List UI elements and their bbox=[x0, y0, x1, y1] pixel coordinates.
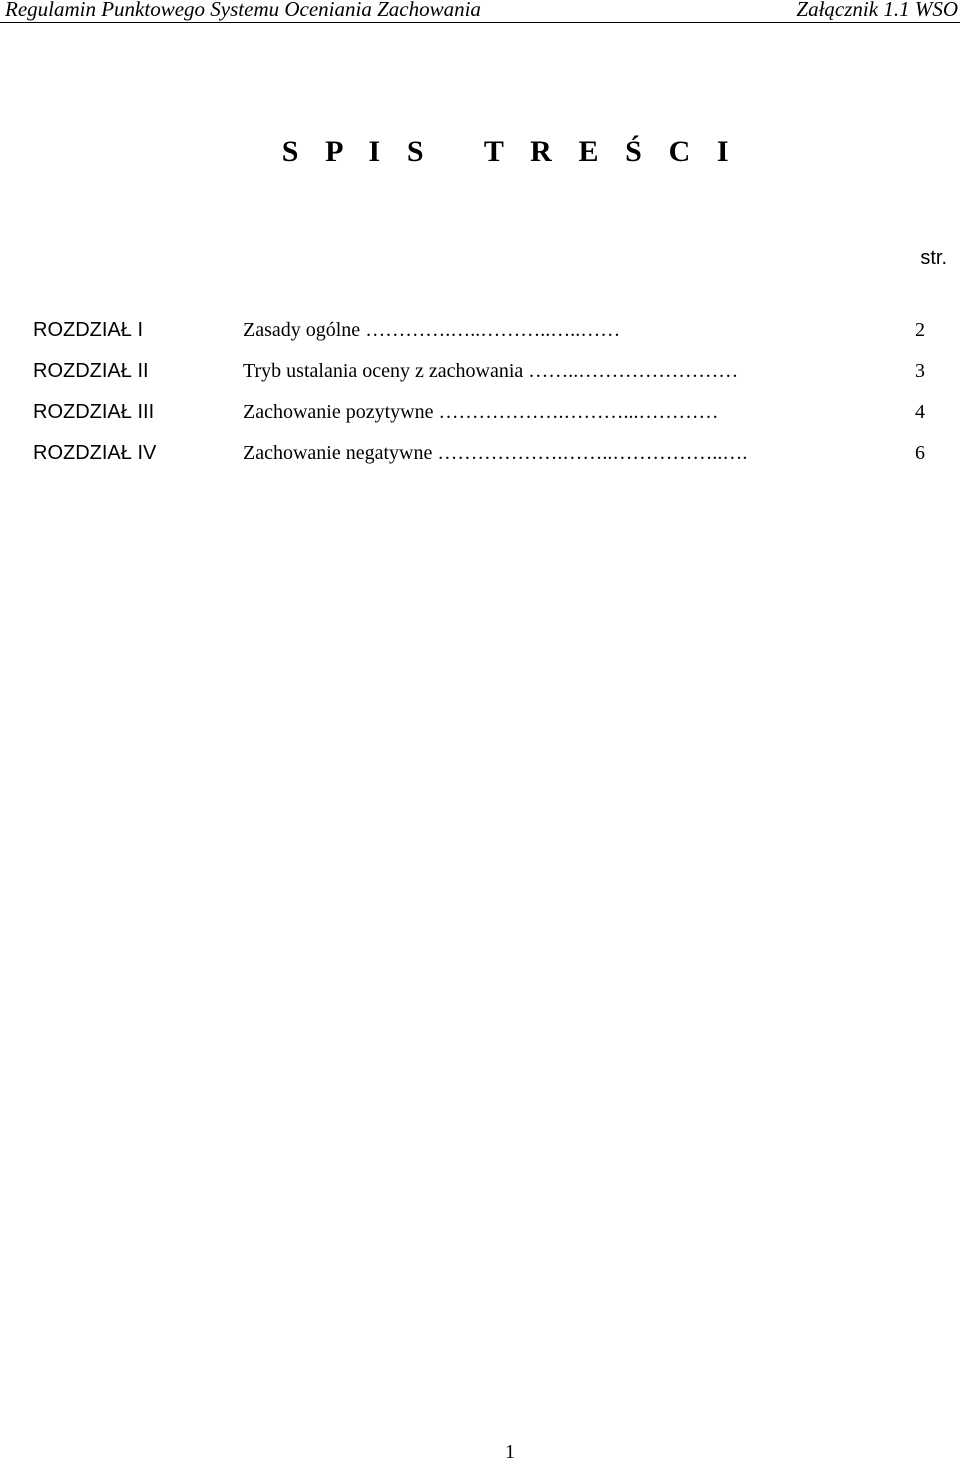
toc-page-number: 4 bbox=[915, 401, 925, 423]
toc-page-number: 2 bbox=[915, 319, 925, 341]
toc-subject: Zachowanie negatywne ……………….……..……………..…. bbox=[243, 442, 748, 464]
header-attachment-label: Załącznik 1.1 WSO bbox=[796, 0, 958, 21]
toc-page-number: 6 bbox=[915, 442, 925, 464]
toc-title: S P I S T R E Ś C I bbox=[281, 135, 739, 168]
header-document-title: Regulamin Punktowego Systemu Oceniania Zachowania bbox=[5, 0, 481, 21]
page-header bbox=[0, 0, 960, 23]
toc-chapter-label: ROZDZIAŁ III bbox=[33, 401, 155, 423]
page-number: 1 bbox=[505, 1441, 515, 1463]
toc-chapter-label: ROZDZIAŁ IV bbox=[33, 442, 157, 464]
toc-list bbox=[0, 317, 960, 481]
toc-page-number: 3 bbox=[915, 360, 925, 382]
toc-entry bbox=[0, 399, 960, 440]
toc-subject: Tryb ustalania oceny z zachowania ……..…………………… bbox=[243, 360, 739, 382]
toc-subject: Zachowanie pozytywne ……………….………...………… bbox=[243, 401, 719, 423]
toc-entry bbox=[0, 440, 960, 481]
toc-chapter-label: ROZDZIAŁ II bbox=[33, 360, 149, 382]
toc-subject: Zasady ogólne ………….…..………..…..…… bbox=[243, 319, 621, 341]
toc-chapter-label: ROZDZIAŁ I bbox=[33, 319, 144, 341]
toc-entry bbox=[0, 358, 960, 399]
toc-page-column-label: str. bbox=[920, 247, 947, 269]
toc-entry bbox=[0, 317, 960, 358]
